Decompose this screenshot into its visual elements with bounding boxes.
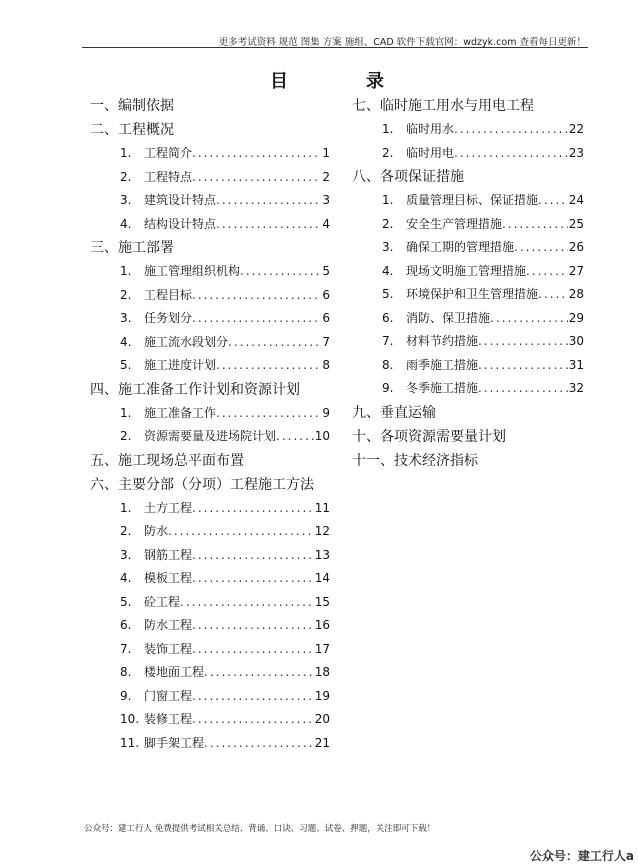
toc-leader-dots (180, 591, 314, 615)
toc-right-column (352, 94, 584, 473)
watermark-text: 公众号：建工行人a (529, 849, 634, 863)
toc-entry-number: 1. (120, 146, 132, 160)
toc-leader-dots (514, 236, 568, 260)
toc-entry[interactable] (382, 142, 584, 166)
toc-section-heading[interactable]: 二、工程概况 (90, 122, 174, 138)
toc-entry-number: 3. (120, 311, 132, 325)
toc-entry-number: 5. (120, 594, 132, 609)
toc-item-list (90, 142, 330, 236)
toc-leader-dots (192, 638, 314, 662)
toc-leader-dots (192, 142, 321, 166)
toc-entry-title: 脚手架工程 (144, 735, 205, 750)
toc-entry-title: 临时用水 (406, 122, 455, 136)
toc-entry-page: 4 (322, 216, 330, 231)
toc-entry[interactable] (382, 354, 584, 378)
toc-leader-dots (228, 331, 321, 355)
toc-entry-page: 32 (568, 381, 584, 395)
toc-leader-dots (454, 118, 568, 142)
toc-entry-page: 6 (322, 287, 330, 302)
toc-entry-number: 2. (382, 216, 394, 231)
toc-entry-title: 装修工程 (144, 712, 193, 726)
toc-leader-dots (240, 260, 321, 284)
toc-entry-number: 6. (382, 310, 394, 325)
toc-section-heading[interactable]: 十、各项资源需要量计划 (352, 428, 506, 445)
toc-entry-title: 工程目标 (144, 287, 193, 302)
toc-entry[interactable] (120, 260, 330, 284)
toc-entry-page: 16 (314, 618, 330, 632)
toc-entry[interactable] (382, 377, 584, 401)
toc-entry[interactable] (120, 685, 330, 709)
page-title: 目录 (270, 71, 462, 92)
toc-entry-page: 18 (314, 665, 330, 679)
toc-entry-page: 9 (322, 405, 330, 420)
toc-entry-title: 雨季施工措施 (406, 357, 479, 372)
toc-entry-number: 4. (120, 334, 132, 349)
toc-left-column (90, 94, 330, 755)
toc-entry-number: 2. (382, 145, 394, 160)
toc-leader-dots (478, 354, 568, 378)
toc-entry-number: 8. (382, 357, 394, 372)
toc-entry-number: 4. (120, 216, 132, 231)
toc-entry-title: 临时用电 (406, 145, 455, 160)
toc-entry-title: 土方工程 (144, 500, 193, 515)
toc-entry-page: 6 (322, 311, 330, 325)
toc-entry-title: 楼地面工程 (144, 665, 205, 679)
toc-entry[interactable] (382, 118, 584, 142)
toc-entry-page: 7 (322, 334, 330, 349)
toc-entry-page: 19 (314, 688, 330, 703)
toc-entry-title: 装饰工程 (144, 641, 193, 656)
toc-entry-number: 5. (382, 287, 394, 301)
toc-entry-page: 20 (314, 712, 330, 726)
toc-leader-dots (204, 661, 314, 685)
toc-leader-dots (454, 142, 568, 166)
toc-entry-page: 31 (568, 357, 584, 372)
toc-entry[interactable] (120, 732, 330, 756)
header-divider (82, 47, 588, 48)
toc-entry-title: 资源需要量及进场院计划 (144, 429, 277, 443)
toc-item-list (90, 260, 330, 378)
toc-entry[interactable] (382, 189, 584, 213)
toc-entry-page: 2 (322, 169, 330, 184)
toc-entry-number: 1. (120, 405, 132, 420)
toc-entry-title: 结构设计特点 (144, 216, 217, 231)
toc-entry-number: 1. (120, 264, 132, 278)
toc-entry-title: 施工流水段划分 (144, 334, 229, 349)
toc-entry[interactable] (382, 213, 584, 237)
toc-entry[interactable] (120, 331, 330, 355)
toc-entry-number: 1. (382, 193, 394, 207)
toc-entry-number: 7. (382, 334, 394, 348)
toc-leader-dots (168, 520, 314, 544)
toc-leader-dots (192, 497, 314, 521)
toc-entry-number: 6. (120, 618, 132, 632)
toc-entry-title: 建筑设计特点 (144, 193, 217, 207)
toc-entry-number: 4. (382, 263, 394, 278)
toc-entry-number: 5. (120, 358, 132, 372)
toc-entry[interactable] (120, 661, 330, 685)
toc-entry[interactable] (120, 708, 330, 732)
toc-entry-number: 4. (120, 571, 132, 585)
toc-entry-page: 13 (314, 547, 330, 562)
toc-entry-number: 9. (382, 381, 394, 395)
toc-entry-title: 施工准备工作 (144, 405, 217, 420)
toc-section-heading[interactable]: 十一、技术经济指标 (352, 452, 478, 469)
toc-entry[interactable] (120, 189, 330, 213)
toc-leader-dots (192, 544, 314, 568)
toc-entry-title: 安全生产管理措施 (406, 216, 503, 231)
toc-leader-dots (538, 189, 568, 213)
toc-entry-number: 3. (120, 193, 132, 207)
toc-entry-page: 3 (322, 193, 330, 207)
toc-entry-number: 7. (120, 641, 132, 656)
toc-leader-dots (538, 283, 568, 307)
toc-entry-number: 3. (120, 547, 132, 562)
toc-entry-page: 23 (568, 145, 584, 160)
toc-entry[interactable] (120, 284, 330, 308)
toc-leader-dots (204, 732, 314, 756)
toc-leader-dots (192, 614, 314, 638)
toc-entry-page: 29 (568, 310, 584, 325)
toc-item-list (90, 402, 330, 449)
toc-leader-dots (216, 189, 321, 213)
toc-entry[interactable] (120, 402, 330, 426)
toc-entry[interactable] (120, 638, 330, 662)
header-text: 更多考试资料 规范 图集 方案 施组、CAD 软件下载官网：wdzyk.com 查看每日更新！ (218, 37, 586, 48)
toc-leader-dots (192, 685, 314, 709)
toc-entry[interactable] (120, 142, 330, 166)
toc-entry-page: 30 (568, 334, 584, 348)
toc-item-list (352, 118, 584, 165)
toc-entry-title: 门窗工程 (144, 688, 193, 703)
toc-entry-page: 22 (568, 122, 584, 136)
toc-entry-page: 25 (568, 216, 584, 231)
toc-entry-title: 确保工期的管理措施 (406, 240, 515, 254)
toc-section-heading[interactable]: 七、临时施工用水与用电工程 (352, 98, 534, 114)
toc-entry[interactable] (120, 354, 330, 378)
toc-leader-dots (490, 307, 568, 331)
toc-item-list (90, 497, 330, 756)
toc-leader-dots (216, 402, 321, 426)
toc-entry-title: 防水 (144, 524, 169, 538)
toc-entry-title: 防水工程 (144, 618, 193, 632)
toc-entry-number: 2. (120, 429, 132, 443)
toc-entry-number: 1. (120, 500, 132, 515)
toc-leader-dots (478, 377, 568, 401)
toc-entry-title: 模板工程 (144, 571, 193, 585)
toc-entry[interactable] (382, 260, 584, 284)
toc-section-heading[interactable]: 六、主要分部（分项）工程施工方法 (90, 476, 314, 493)
toc-entry-title: 环境保护和卫生管理措施 (406, 287, 539, 301)
toc-entry-number: 8. (120, 665, 132, 679)
toc-entry-title: 质量管理目标、保证措施 (406, 193, 539, 207)
toc-entry-page: 21 (314, 735, 330, 750)
toc-entry[interactable] (120, 497, 330, 521)
toc-entry-page: 14 (314, 571, 330, 585)
toc-entry-number: 2. (120, 287, 132, 302)
toc-leader-dots (526, 260, 568, 284)
toc-entry[interactable] (382, 330, 584, 354)
toc-entry-title: 消防、保卫措施 (406, 310, 491, 325)
toc-entry-title: 任务划分 (144, 311, 193, 325)
toc-entry-page: 27 (568, 263, 584, 278)
toc-entry-page: 1 (322, 146, 330, 160)
toc-entry-page: 24 (568, 193, 584, 207)
toc-entry-page: 12 (314, 524, 330, 538)
toc-leader-dots (216, 354, 321, 378)
toc-entry-title: 砼工程 (144, 594, 181, 609)
toc-entry[interactable] (120, 614, 330, 638)
toc-leader-dots (216, 213, 321, 237)
toc-entry-number: 9. (120, 688, 132, 703)
toc-entry[interactable] (120, 425, 330, 449)
toc-entry-number: 2. (120, 524, 132, 538)
toc-entry-page: 26 (568, 240, 584, 254)
toc-section-heading[interactable]: 八、各项保证措施 (352, 169, 464, 185)
toc-leader-dots (478, 330, 568, 354)
toc-entry-number: 2. (120, 169, 132, 184)
toc-entry[interactable] (120, 520, 330, 544)
toc-entry-title: 材料节约措施 (406, 334, 479, 348)
footer-note: 公众号：建工行人 免费提供考试相关总结、背诵、口诀、习题、试卷、押题，关注即可下载！ (84, 824, 436, 834)
toc-entry-page: 17 (314, 641, 330, 656)
toc-entry[interactable] (382, 236, 584, 260)
toc-entry-number: 3. (382, 240, 394, 254)
toc-entry-number: 10. (120, 712, 140, 726)
toc-entry[interactable] (382, 307, 584, 331)
toc-entry-number: 1. (382, 122, 394, 136)
toc-entry-title: 钢筋工程 (144, 547, 193, 562)
toc-entry-page: 5 (322, 264, 330, 278)
toc-entry-title: 施工进度计划 (144, 358, 217, 372)
toc-section-heading[interactable]: 五、施工现场总平面布置 (90, 452, 244, 469)
toc-entry[interactable] (120, 591, 330, 615)
toc-entry[interactable] (120, 166, 330, 190)
toc-section-heading[interactable]: 九、垂直运输 (352, 404, 436, 421)
toc-entry[interactable] (382, 283, 584, 307)
toc-section-heading[interactable]: 四、施工准备工作计划和资源计划 (90, 381, 300, 398)
toc-leader-dots (192, 307, 321, 331)
toc-entry-title: 工程简介 (144, 146, 193, 160)
toc-leader-dots (192, 284, 321, 308)
toc-entry-page: 8 (322, 358, 330, 372)
toc-entry-title: 施工管理组织机构 (144, 264, 241, 278)
toc-entry-page: 11 (314, 500, 330, 515)
toc-entry-number: 11. (120, 735, 140, 750)
toc-leader-dots (276, 425, 314, 449)
toc-entry-page: 10 (314, 429, 330, 443)
toc-entry-title: 冬季施工措施 (406, 381, 479, 395)
toc-entry-title: 现场文明施工管理措施 (406, 263, 527, 278)
toc-entry[interactable] (120, 567, 330, 591)
toc-leader-dots (192, 166, 321, 190)
toc-section-heading[interactable]: 三、施工部署 (90, 240, 174, 256)
toc-entry[interactable] (120, 307, 330, 331)
toc-entry[interactable] (120, 544, 330, 568)
toc-leader-dots (502, 213, 568, 237)
toc-leader-dots (192, 708, 314, 732)
toc-section-heading[interactable]: 一、编制依据 (90, 98, 174, 114)
toc-leader-dots (192, 567, 314, 591)
toc-entry-page: 28 (568, 287, 584, 301)
toc-entry-page: 15 (314, 594, 330, 609)
toc-entry-title: 工程特点 (144, 169, 193, 184)
toc-entry[interactable] (120, 213, 330, 237)
toc-item-list (352, 189, 584, 401)
